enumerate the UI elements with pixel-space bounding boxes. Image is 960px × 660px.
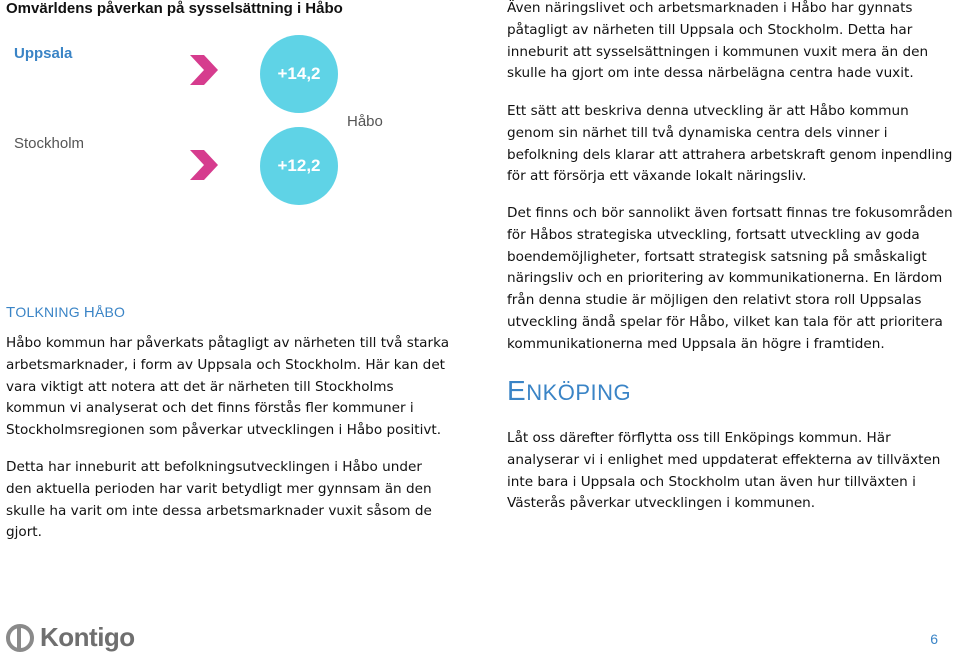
heading-cap-2: H <box>83 304 95 321</box>
uppsala-value: +14,2 <box>277 64 321 83</box>
paragraph-left-2: Detta har inneburit att befolkningsutvecklingen i Håbo under den aktuella perioden har varit betydligt mer gynnsam än den skulle ha varit om inte dessa arbetsmarknader vuxit såsom de gjort. <box>6 459 432 541</box>
page-number: 6 <box>930 631 938 647</box>
heading-rest: OLKNING <box>15 304 84 320</box>
paragraph-right-1: Även näringslivet och arbetsmarknaden i Håbo har gynnats påtagligt av närheten till Uppsala och Stockholm. Detta har inneburit att sysselsättningen i kommunen vuxit mera än den skulle ha gjort om inte dessa närbelägna centra hade vuxit. <box>507 0 929 82</box>
heading-rest: NKÖPING <box>526 380 632 405</box>
paragraph-right-2: Ett sätt att beskriva denna utveckling är att Håbo kommun genom sin närhet till två dynamiska centra dels vinner i befolkning dels klarar att attrahera arbetskraft genom inpendling för att försörja ett växande lokalt näringsliv. <box>507 103 953 185</box>
stockholm-value: +12,2 <box>277 156 321 175</box>
uppsala-value-circle <box>260 35 338 113</box>
logo-text: Kontigo <box>40 622 135 652</box>
section-title: Omvärldens påverkan på sysselsättning i Håbo <box>6 0 343 17</box>
stockholm-label: Stockholm <box>14 135 85 152</box>
uppsala-label: Uppsala <box>14 45 73 62</box>
stockholm-value-circle <box>260 127 338 205</box>
heading-cap: E <box>507 375 527 406</box>
kontigo-logo <box>6 622 135 653</box>
section-heading-enkoping <box>507 375 631 407</box>
arrow-right-icon <box>190 55 220 85</box>
section-heading-tolkning <box>6 304 125 321</box>
paragraph-right-3: Det finns och bör sannolikt även fortsatt finnas tre fokusområden för Håbos strategiska utveckling, fortsatt utveckling av goda boendemöjligheter, fortsatt strategisk satsning på småskaligt näringsliv och en prioritering av kommunikationerna. En lärdom från denna studie är möjligen den relativt stora roll Uppsalas utveckling ändå spelar för Håbo, vilket kan tala för att prioritera kommunikationerna med Uppsala än högre i framtiden. <box>507 205 953 352</box>
arrow-right-icon <box>190 150 220 180</box>
heading-cap: T <box>6 304 16 321</box>
logo-mark-icon <box>6 624 34 652</box>
paragraph-left-1: Håbo kommun har påverkats påtagligt av närheten till två starka arbetsmarknader, i form av Uppsala och Stockholm. Här kan det vara viktigt att notera att det är närheten till Stockholms kommun vi analyserat och det finns förstås fler kommuner i Stockholmsregionen som påverkar utvecklingen i Håbo positivt. <box>6 335 450 439</box>
commute-figure <box>0 25 400 210</box>
habo-label: Håbo <box>347 113 383 130</box>
heading-rest-2: ÅBO <box>94 304 126 320</box>
paragraph-right-4: Låt oss därefter förflytta oss till Enköpings kommun. Här analyserar vi i enlighet med uppdaterat effekterna av tillväxten inte bara i Uppsala och Stockholm utan även hur tillväxten i Västerås påverkar utvecklingen i kommunen. <box>507 430 941 512</box>
